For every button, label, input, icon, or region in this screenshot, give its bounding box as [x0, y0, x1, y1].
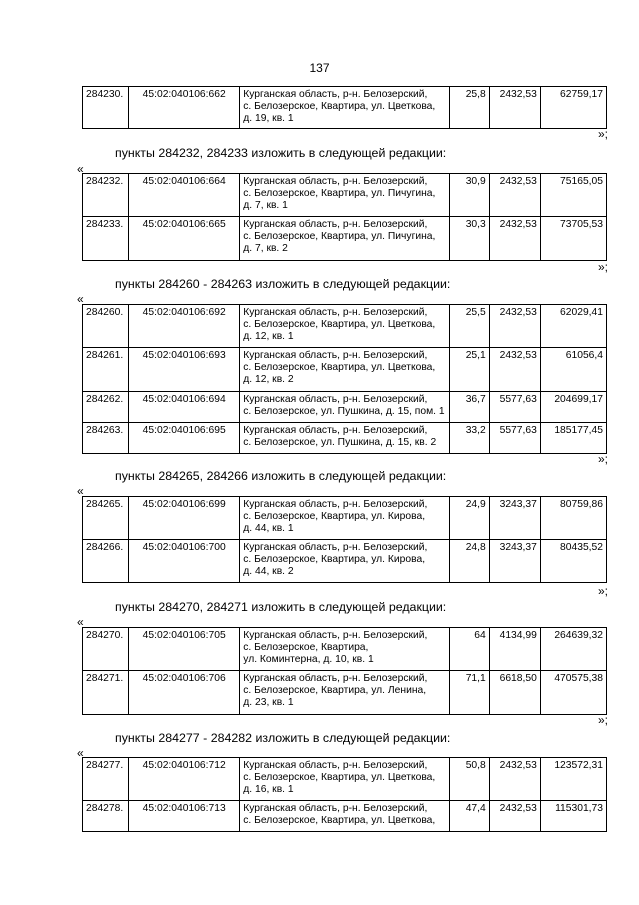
page-number: 137 [309, 61, 330, 75]
address-line: Курганская область, р-н. Белозерский, [243, 219, 428, 230]
unit-value-cell: 3243,37 [489, 497, 540, 540]
table-row [83, 801, 607, 832]
address-cell [240, 87, 449, 129]
closing-quote: »; [598, 452, 609, 466]
address-line: с. Белозерское, Квартира, ул. Ленина, [243, 685, 427, 696]
cadastral-value-cell: 264639,32 [540, 628, 606, 671]
address-cell [240, 305, 449, 348]
address-line: д. 12, кв. 1 [243, 331, 294, 342]
unit-value-cell: 5577,63 [489, 392, 540, 423]
cadastral-value-cell: 123572,31 [540, 758, 606, 801]
cadastral-number-cell: 45:02:040106:712 [129, 758, 240, 801]
address-cell [240, 758, 449, 801]
area-cell: 36,7 [449, 392, 489, 423]
address-line: д. 44, кв. 1 [243, 523, 294, 534]
amendment-instruction: пункты 284277 - 284282 изложить в следующей редакции: [115, 731, 451, 745]
address-cell [240, 540, 449, 583]
address-line: с. Белозерское, Квартира, ул. Цветкова, [243, 101, 436, 112]
unit-value-cell: 2432,53 [489, 801, 540, 832]
address-line: Курганская область, р-н. Белозерский, [243, 350, 428, 361]
address-line: с. Белозерское, Квартира, ул. Пичугина, [243, 231, 436, 242]
item-number-cell: 284260. [83, 305, 129, 348]
cadastral-value-cell: 61056,4 [540, 348, 606, 392]
area-cell: 47,4 [449, 801, 489, 832]
area-cell: 64 [449, 628, 489, 671]
address-line: Курганская область, р-н. Белозерский, [243, 630, 428, 641]
address-cell [240, 801, 449, 832]
address-line: Курганская область, р-н. Белозерский, [243, 425, 428, 436]
address-line: с. Белозерское, Квартира, ул. Цветкова, [243, 362, 436, 373]
address-line: Курганская область, р-н. Белозерский, [243, 176, 428, 187]
table-row [83, 758, 607, 801]
item-number-cell: 284278. [83, 801, 129, 832]
area-cell: 30,3 [449, 217, 489, 261]
opening-quote: « [77, 292, 84, 306]
property-table [82, 627, 607, 715]
area-cell: 25,1 [449, 348, 489, 392]
opening-quote: « [77, 162, 84, 176]
amendment-instruction: пункты 284270, 284271 изложить в следующей редакции: [115, 600, 447, 614]
opening-quote: « [77, 484, 84, 498]
address-cell [240, 671, 449, 715]
cadastral-value-cell: 73705,53 [540, 217, 606, 261]
unit-value-cell: 2432,53 [489, 348, 540, 392]
table-row [83, 217, 607, 261]
closing-quote: »; [598, 584, 609, 598]
address-cell [240, 628, 449, 671]
address-line: Курганская область, р-н. Белозерский, [243, 499, 428, 510]
table-row [83, 174, 607, 217]
area-cell: 24,9 [449, 497, 489, 540]
area-cell: 30,9 [449, 174, 489, 217]
property-table [82, 757, 607, 832]
address-line: ул. Коминтерна, д. 10, кв. 1 [243, 654, 374, 665]
cadastral-number-cell: 45:02:040106:694 [129, 392, 240, 423]
address-line: Курганская область, р-н. Белозерский, [243, 307, 428, 318]
table-row [83, 628, 607, 671]
table-row [83, 392, 607, 423]
amendment-instruction: пункты 284232, 284233 изложить в следующей редакции: [115, 146, 447, 160]
area-cell: 33,2 [449, 423, 489, 454]
cadastral-number-cell: 45:02:040106:695 [129, 423, 240, 454]
unit-value-cell: 3243,37 [489, 540, 540, 583]
property-table [82, 496, 607, 583]
address-cell [240, 392, 449, 423]
address-line: д. 7, кв. 1 [243, 200, 288, 211]
cadastral-number-cell: 45:02:040106:665 [129, 217, 240, 261]
area-cell: 71,1 [449, 671, 489, 715]
unit-value-cell: 2432,53 [489, 758, 540, 801]
unit-value-cell: 6618,50 [489, 671, 540, 715]
unit-value-cell: 4134,99 [489, 628, 540, 671]
address-line: с. Белозерское, ул. Пушкина, д. 15, пом. 1 [243, 406, 445, 417]
cadastral-value-cell: 75165,05 [540, 174, 606, 217]
cadastral-number-cell: 45:02:040106:705 [129, 628, 240, 671]
area-cell: 25,5 [449, 305, 489, 348]
table-row [83, 305, 607, 348]
unit-value-cell: 2432,53 [489, 305, 540, 348]
unit-value-cell: 2432,53 [489, 174, 540, 217]
item-number-cell: 284232. [83, 174, 129, 217]
address-line: д. 23, кв. 1 [243, 697, 294, 708]
amendment-instruction: пункты 284265, 284266 изложить в следующей редакции: [115, 469, 447, 483]
table-row [83, 423, 607, 454]
table-row [83, 497, 607, 540]
address-cell [240, 423, 449, 454]
area-cell: 24,8 [449, 540, 489, 583]
address-line: с. Белозерское, Квартира, ул. Цветкова, [243, 319, 436, 330]
property-table [82, 86, 607, 129]
address-line: д. 12, кв. 2 [243, 374, 294, 385]
closing-quote: »; [598, 127, 609, 141]
address-line: с. Белозерское, Квартира, ул. Цветкова, [243, 815, 436, 826]
address-cell [240, 217, 449, 261]
cadastral-number-cell: 45:02:040106:662 [129, 87, 240, 129]
item-number-cell: 284270. [83, 628, 129, 671]
opening-quote: « [77, 615, 84, 629]
address-line: Курганская область, р-н. Белозерский, [243, 89, 428, 100]
address-line: с. Белозерское, Квартира, ул. Кирова, [243, 554, 426, 565]
address-line: с. Белозерское, ул. Пушкина, д. 15, кв. 2 [243, 437, 437, 448]
cadastral-value-cell: 185177,45 [540, 423, 606, 454]
item-number-cell: 284263. [83, 423, 129, 454]
cadastral-number-cell: 45:02:040106:713 [129, 801, 240, 832]
cadastral-value-cell: 115301,73 [540, 801, 606, 832]
amendment-instruction: пункты 284260 - 284263 изложить в следующей редакции: [115, 277, 451, 291]
closing-quote: »; [598, 260, 609, 274]
item-number-cell: 284233. [83, 217, 129, 261]
address-line: Курганская область, р-н. Белозерский, [243, 542, 428, 553]
table-row [83, 87, 607, 129]
address-line: Курганская область, р-н. Белозерский, [243, 394, 428, 405]
address-line: д. 44, кв. 2 [243, 566, 294, 577]
opening-quote: « [77, 746, 84, 760]
address-cell [240, 174, 449, 217]
cadastral-value-cell: 62029,41 [540, 305, 606, 348]
area-cell: 50,8 [449, 758, 489, 801]
address-line: Курганская область, р-н. Белозерский, [243, 803, 428, 814]
item-number-cell: 284230. [83, 87, 129, 129]
cadastral-value-cell: 80435,52 [540, 540, 606, 583]
item-number-cell: 284262. [83, 392, 129, 423]
unit-value-cell: 5577,63 [489, 423, 540, 454]
cadastral-number-cell: 45:02:040106:706 [129, 671, 240, 715]
address-line: Курганская область, р-н. Белозерский, [243, 673, 428, 684]
item-number-cell: 284277. [83, 758, 129, 801]
address-line: с. Белозерское, Квартира, ул. Пичугина, [243, 188, 436, 199]
cadastral-number-cell: 45:02:040106:692 [129, 305, 240, 348]
cadastral-number-cell: 45:02:040106:700 [129, 540, 240, 583]
address-line: д. 19, кв. 1 [243, 113, 294, 124]
address-cell [240, 348, 449, 392]
cadastral-value-cell: 470575,38 [540, 671, 606, 715]
cadastral-number-cell: 45:02:040106:693 [129, 348, 240, 392]
table-row [83, 540, 607, 583]
area-cell: 25,8 [449, 87, 489, 129]
table-row [83, 348, 607, 392]
unit-value-cell: 2432,53 [489, 87, 540, 129]
address-line: с. Белозерское, Квартира, ул. Кирова, [243, 511, 426, 522]
item-number-cell: 284265. [83, 497, 129, 540]
address-line: с. Белозерское, Квартира, [243, 642, 369, 653]
address-line: с. Белозерское, Квартира, ул. Цветкова, [243, 772, 436, 783]
unit-value-cell: 2432,53 [489, 217, 540, 261]
cadastral-value-cell: 204699,17 [540, 392, 606, 423]
property-table [82, 173, 607, 261]
table-row [83, 671, 607, 715]
property-table [82, 304, 607, 454]
address-line: д. 7, кв. 2 [243, 243, 288, 254]
cadastral-number-cell: 45:02:040106:664 [129, 174, 240, 217]
address-line: д. 16, кв. 1 [243, 784, 294, 795]
address-cell [240, 497, 449, 540]
item-number-cell: 284271. [83, 671, 129, 715]
item-number-cell: 284266. [83, 540, 129, 583]
cadastral-value-cell: 62759,17 [540, 87, 606, 129]
cadastral-value-cell: 80759,86 [540, 497, 606, 540]
address-line: Курганская область, р-н. Белозерский, [243, 760, 428, 771]
cadastral-number-cell: 45:02:040106:699 [129, 497, 240, 540]
item-number-cell: 284261. [83, 348, 129, 392]
closing-quote: »; [598, 713, 609, 727]
